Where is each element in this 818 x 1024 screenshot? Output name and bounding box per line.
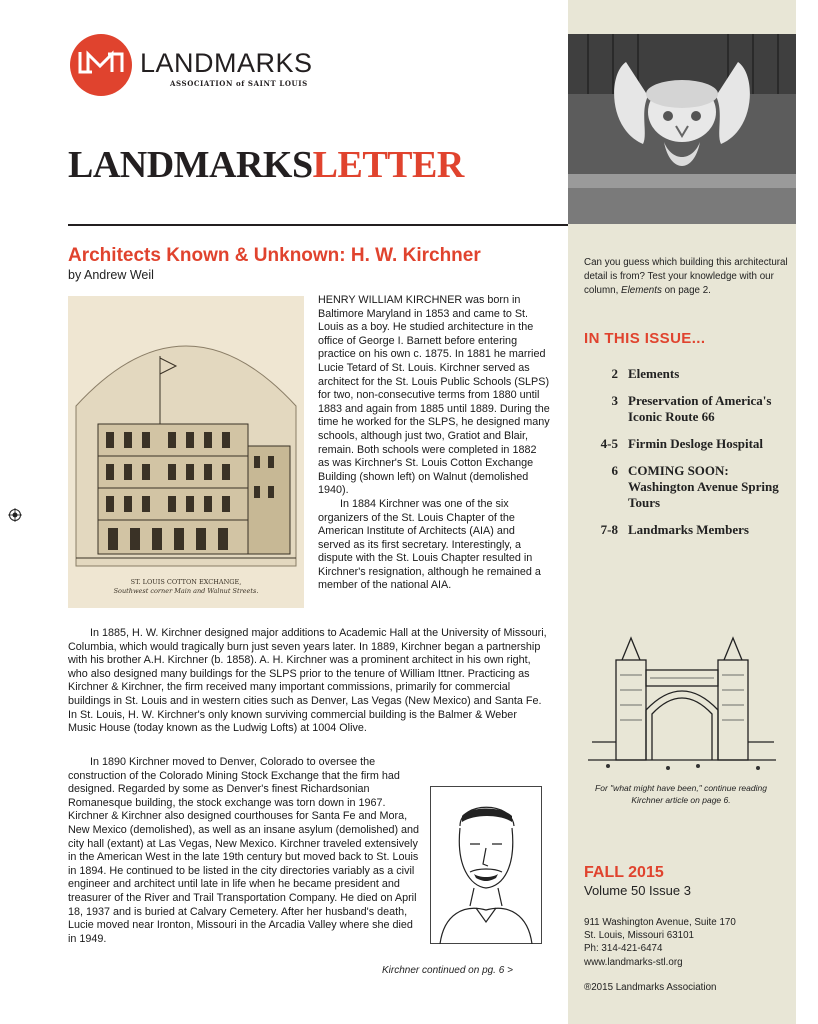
toc-page: 6 xyxy=(611,463,618,478)
registration-mark-icon xyxy=(8,508,22,522)
article-column-right xyxy=(318,294,550,593)
arch-caption: For "what might have been," continue reading Kirchner article on page 6. xyxy=(595,783,767,805)
website-link[interactable]: www.landmarks-stl.org xyxy=(584,956,683,968)
toc-item[interactable] xyxy=(584,463,784,511)
kirchner-portrait xyxy=(430,786,542,944)
toc-label: Landmarks Members xyxy=(628,522,749,537)
photo-caption-text: Can you guess which building this architectural detail is from? Test your knowledge with our column, xyxy=(584,257,788,296)
article-byline: by Andrew Weil xyxy=(68,268,154,282)
article-full-width xyxy=(68,627,548,736)
issue-volume: Volume 50 Issue 3 xyxy=(584,883,691,898)
contact-address xyxy=(584,916,736,969)
toc-label: Elements xyxy=(628,366,680,381)
toc-item[interactable] xyxy=(584,366,784,382)
phone-number: Ph: 314-421-6474 xyxy=(584,943,663,955)
portrait-sketch-icon xyxy=(430,786,542,944)
article-title: Architects Known & Unknown: H. W. Kirchner xyxy=(68,245,481,266)
table-of-contents xyxy=(584,366,784,549)
toc-label: Firmin Desloge Hospital xyxy=(628,436,764,451)
masthead-part-1: LANDMARKS xyxy=(68,144,313,186)
header-rule xyxy=(68,224,568,226)
copyright: ®2015 Landmarks Association xyxy=(584,982,717,993)
caption-line: Southwest corner Main and Walnut Streets. xyxy=(113,587,259,595)
paragraph: In 1885, H. W. Kirchner designed major additions to Academic Hall at the University of Missouri, Columbia, which would tragically burn just seven years later. In 1889, Kirchner began a partnership with his brother A.H. Kirchner (b. 1858). A. H. Kirchner was a prominent architect in his own right, who also designed many buildings for the SLPS prior to the tenure of William Ittner. Practicing as Kirchner & Kirchner, the firm received many important commissions, primarily for commercial buildings in St. Louis and in western cities such as Denver, Las Vegas (New Mexico) and Santa Fe. In St. Louis, H. W. Kirchner's only known surviving commercial building is the Balmer & Weber Music House (today known as the Ludwig Lofts) at 1004 Olive. xyxy=(68,627,547,735)
toc-label: Preservation of America's Iconic Route 66 xyxy=(628,393,772,424)
toc-page: 2 xyxy=(611,366,618,381)
lm-monogram-icon xyxy=(78,48,124,78)
toc-label: COMING SOON: Washington Avenue Spring Tours xyxy=(628,463,779,510)
cotton-exchange-building-icon xyxy=(68,296,304,608)
toc-page: 7-8 xyxy=(600,522,618,537)
continued-link[interactable]: Kirchner continued on pg. 6 > xyxy=(382,965,513,976)
article-column-left xyxy=(68,756,420,946)
cotton-exchange-caption xyxy=(68,578,304,596)
toc-item[interactable] xyxy=(584,393,784,425)
elements-reference: Elements xyxy=(621,285,662,296)
paragraph: In 1890 Kirchner moved to Denver, Colorado to oversee the construction of the Colorado Mining Stock Exchange that the firm had designed. Regarded by some as Denver's finest Richardsonian Romanesque building, the stock exchange was torn down in 1967. Kirchner & Kirchner also designed courthouses for Santa Fe and Mora, New Mexico (demolished), as well as an insane asylum (demolished) and city hall (extant) at Las Vegas, New Mexico. Kirchner traveled extensively in the American West in the late 19th century but moved back to St. Louis in 1894. He continued to be listed in the city directories variably as a civil engineer and architect until late in life when he became president and treasurer of the River and Trail Transportation Company. He died on April 18, 1937 and is buried at Calvary Cemetery. After her husband's death, Lucie moved near Ironton, Missouri in the Arcadia Valley where she died in 1949. xyxy=(68,756,420,945)
caption-line: ST. LOUIS COTTON EXCHANGE, xyxy=(130,578,242,586)
cotton-exchange-illustration xyxy=(68,296,304,608)
landmarks-logo xyxy=(70,34,132,96)
masthead xyxy=(68,143,464,187)
toc-item[interactable] xyxy=(584,522,784,538)
arch-illustration xyxy=(588,630,776,775)
paragraph: In 1884 Kirchner was one of the six organizers of the St. Louis Chapter of the American Institute of Architects (AIA) and served as its first secretary. Interestingly, a dispute with the St. Louis Chapter resulted in Kirchner's resignation, although he remained a member of the national AIA. xyxy=(318,497,541,592)
brand-name: LANDMARKS xyxy=(140,48,313,78)
masthead-part-2: LETTER xyxy=(312,144,464,186)
brand-tagline: ASSOCIATION of SAINT LOUIS xyxy=(170,79,308,88)
photo-caption xyxy=(584,256,789,298)
architectural-detail-photo xyxy=(568,34,796,224)
paragraph: HENRY WILLIAM KIRCHNER was born in Baltimore Maryland in 1853 and came to St. Louis as a boy. He studied architecture in the office of George I. Barnett before entering practice on his own c. 1875. In 1881 he married Lucie Tetard of St. Louis. Kirchner served as architect for the St. Louis Public Schools (SLPS) for two, non-consecutive terms from 1880 until 1883 and again from 1885 until 1889. During the time he worked for the SLPS, he designed many schools, although just two, Gratiot and Blair, remain. Both schools were completed in 1882 as was Kirchner's St. Louis Cotton Exchange Building (shown left) on Walnut (demolished 1940). xyxy=(318,294,550,497)
address-line: 911 Washington Avenue, Suite 170 xyxy=(584,917,736,928)
address-line: St. Louis, Missouri 63101 xyxy=(584,930,694,942)
issue-season: FALL 2015 xyxy=(584,864,664,881)
grotesque-face-icon xyxy=(568,34,796,224)
toc-page: 4-5 xyxy=(600,436,618,451)
toc-item[interactable] xyxy=(584,436,784,452)
toc-page: 3 xyxy=(611,393,618,408)
triumphal-arch-icon xyxy=(588,630,776,775)
photo-caption-tail: on page 2. xyxy=(661,285,711,296)
in-this-issue-heading: IN THIS ISSUE... xyxy=(584,330,706,347)
